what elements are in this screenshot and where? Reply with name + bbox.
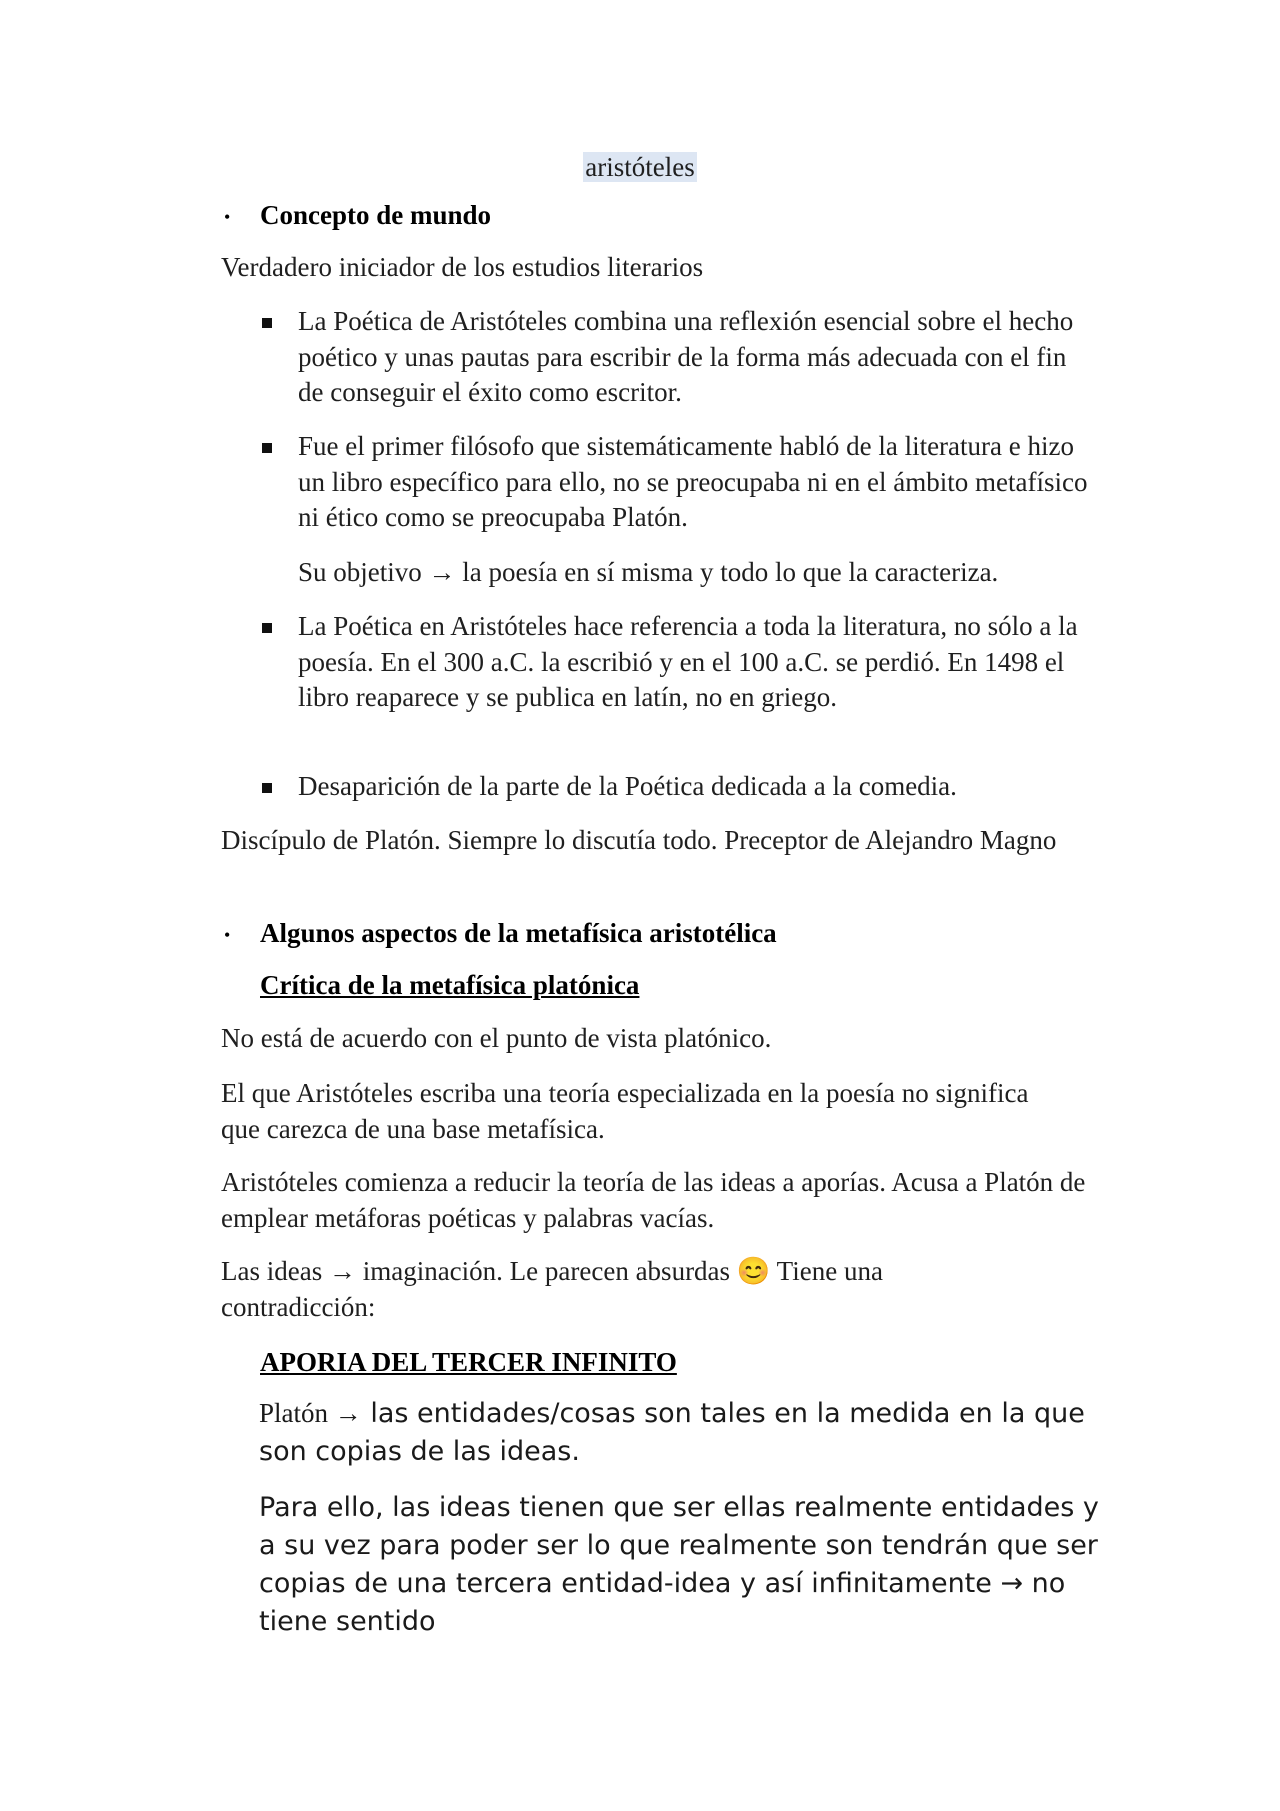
section1-discipulo: Discípulo de Platón. Siempre lo discutía todo. Preceptor de Alejandro Magno: [221, 825, 1057, 855]
square-bullet-icon: [262, 783, 272, 793]
section1-heading: Concepto de mundo: [260, 200, 492, 230]
title-container: [0, 150, 1280, 186]
square-bullet-icon: [262, 318, 272, 328]
bullet-dot-icon: •: [224, 207, 231, 227]
square-bullet-icon: [262, 443, 272, 453]
platon-label: Platón →: [259, 1398, 362, 1428]
section1-item-3: La Poética en Aristóteles hace referencia a toda la literatura, no sólo a la poesía. En el 300 a.C. la escribió y en el 100 a.C. se perdió. En 1498 el libro reaparece y se publica en latín, no en griego.: [298, 611, 1078, 712]
document-title: aristóteles: [585, 152, 695, 182]
section2-paragraph-4: Las ideas → imaginación. Le parecen absurdas 😊 Tiene una contradicción:: [221, 1256, 883, 1322]
bullet-dot-icon: •: [224, 925, 231, 945]
platon-text: las entidades/cosas son tales en la medida en la que son copias de las ideas.: [259, 1398, 1085, 1467]
square-bullet-icon: [262, 623, 272, 633]
section2-heading: Algunos aspectos de la metafísica aristotélica: [260, 918, 777, 948]
section2-paragraph-3: Aristóteles comienza a reducir la teoría de las ideas a aporías. Acusa a Platón de emplear metáforas poéticas y palabras vacías.: [221, 1167, 1086, 1233]
section1-item-2: Fue el primer filósofo que sistemáticamente habló de la literatura e hizo un libro específico para ello, no se preocupaba ni en el ámbito metafísico ni ético como se preocupaba Platón.: [298, 431, 1088, 532]
section2-subheading: Crítica de la metafísica platónica: [260, 970, 640, 1000]
section2-paragraph-1: No está de acuerdo con el punto de vista platónico.: [221, 1023, 772, 1053]
aporia-heading: APORIA DEL TERCER INFINITO: [260, 1347, 677, 1377]
section1-item-1: La Poética de Aristóteles combina una reflexión esencial sobre el hecho poético y unas pautas para escribir de la forma más adecuada con el fin de conseguir el éxito como escritor.: [298, 306, 1074, 407]
section1-intro: Verdadero iniciador de los estudios literarios: [221, 252, 704, 282]
section2-paragraph-2: El que Aristóteles escriba una teoría especializada en la poesía no significa que carezca de una base metafísica.: [221, 1078, 1029, 1144]
section1-item-4: Desaparición de la parte de la Poética dedicada a la comedia.: [298, 771, 957, 801]
final-paragraph: Para ello, las ideas tienen que ser ellas realmente entidades y a su vez para poder ser lo que realmente son tendrán que ser copias de una tercera entidad-idea y así infinitamente → no tiene sentido: [259, 1492, 1099, 1637]
platon-paragraph: [259, 1395, 1099, 1471]
section1-objetivo: Su objetivo → la poesía en sí misma y todo lo que la caracteriza.: [298, 557, 999, 587]
